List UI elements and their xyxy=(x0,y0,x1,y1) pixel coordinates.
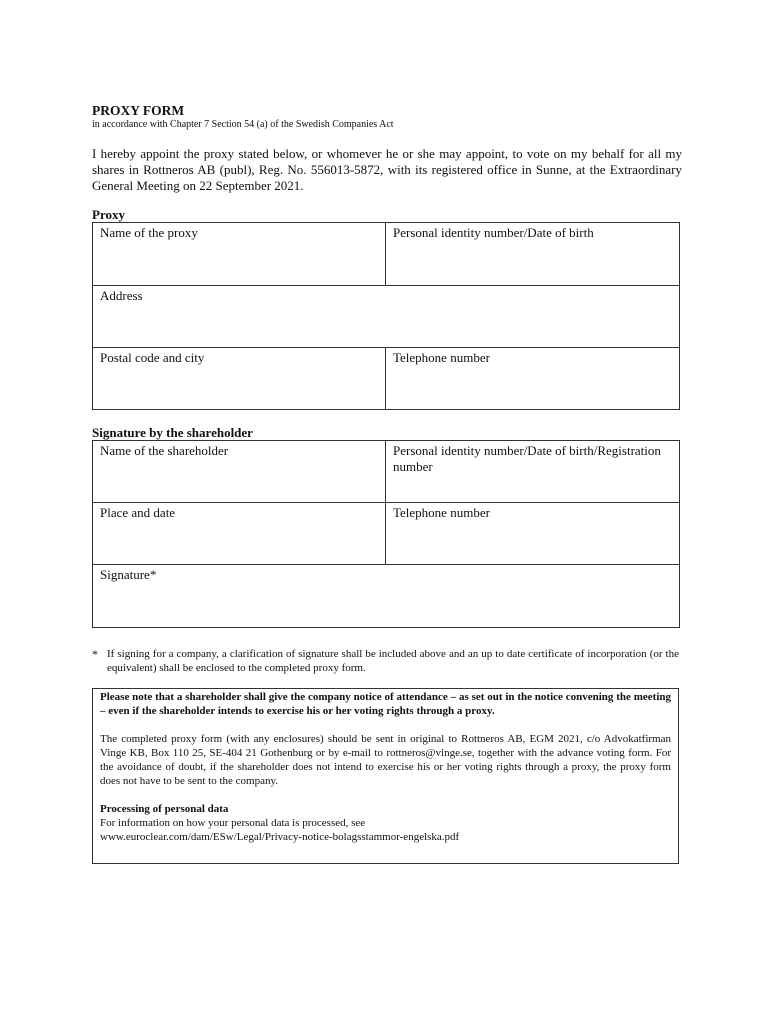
page-title: PROXY FORM xyxy=(92,103,185,118)
shareholder-name-label: Name of the shareholder xyxy=(100,443,229,458)
signature-label: Signature* xyxy=(100,567,157,582)
proxy-address-label: Address xyxy=(100,288,143,303)
proxy-address-cell[interactable] xyxy=(93,286,680,348)
shareholder-signature-cell[interactable] xyxy=(93,565,680,628)
proxy-section-heading: Proxy xyxy=(92,207,125,222)
intro-paragraph: I hereby appoint the proxy stated below, or whomever he or she may appoint, to vote on my behalf for all my shares in Rottneros AB (publ), Reg. No. 556013-5872, with its registered office in Sunne, at the Extraordinary General Meeting on 22 September 2021. xyxy=(92,146,682,193)
proxy-name-cell[interactable] xyxy=(93,223,386,286)
proxy-postal-label: Postal code and city xyxy=(100,350,205,365)
proxy-id-label: Personal identity number/Date of birth xyxy=(393,225,594,240)
submission-instructions: The completed proxy form (with any enclosures) should be sent in original to Rottneros AB, EGM 2021, c/o Advokatfirman Vinge KB, Box 110 25, SE-404 21 Gothenburg or by e-mail to rottneros@vinge.se, together with the advance voting form. For the avoidance of doubt, if the shareholder does not intend to exercise his or her voting rights through a proxy, the proxy form does not have to be sent to the company. xyxy=(100,733,671,787)
proxy-phone-cell[interactable] xyxy=(386,348,680,410)
proxy-phone-label: Telephone number xyxy=(393,350,490,365)
privacy-notice-link[interactable]: www.euroclear.com/dam/ESw/Legal/Privacy-notice-bolagsstammor-engelska.pdf xyxy=(100,831,460,843)
attendance-notice: Please note that a shareholder shall give the company notice of attendance – as set out in the notice convening the meeting – even if the shareholder intends to exercise his or her voting rights through a proxy. xyxy=(100,691,671,717)
shareholder-phone-label: Telephone number xyxy=(393,505,490,520)
shareholder-place-cell[interactable] xyxy=(93,503,386,565)
shareholder-id-cell[interactable] xyxy=(386,441,680,503)
personal-data-text: For information on how your personal data is processed, see xyxy=(100,817,366,829)
shareholder-name-cell[interactable] xyxy=(93,441,386,503)
personal-data-heading: Processing of personal data xyxy=(100,803,229,815)
notice-box xyxy=(92,688,679,864)
footnote-text: If signing for a company, a clarification of signature shall be included above and an up to date certificate of incorporation (or the equivalent) shall be enclosed to the completed proxy form. xyxy=(107,648,679,674)
shareholder-section-heading: Signature by the shareholder xyxy=(92,425,253,440)
proxy-table xyxy=(92,222,680,410)
shareholder-id-label: Personal identity number/Date of birth/Registration number xyxy=(393,443,661,474)
proxy-id-cell[interactable] xyxy=(386,223,680,286)
shareholder-table xyxy=(92,440,680,628)
proxy-name-label: Name of the proxy xyxy=(100,225,198,240)
footnote-marker: * xyxy=(92,647,98,661)
page-subtitle: in accordance with Chapter 7 Section 54 (a) of the Swedish Companies Act xyxy=(92,119,394,130)
shareholder-place-label: Place and date xyxy=(100,505,176,520)
proxy-postal-cell[interactable] xyxy=(93,348,386,410)
shareholder-phone-cell[interactable] xyxy=(386,503,680,565)
